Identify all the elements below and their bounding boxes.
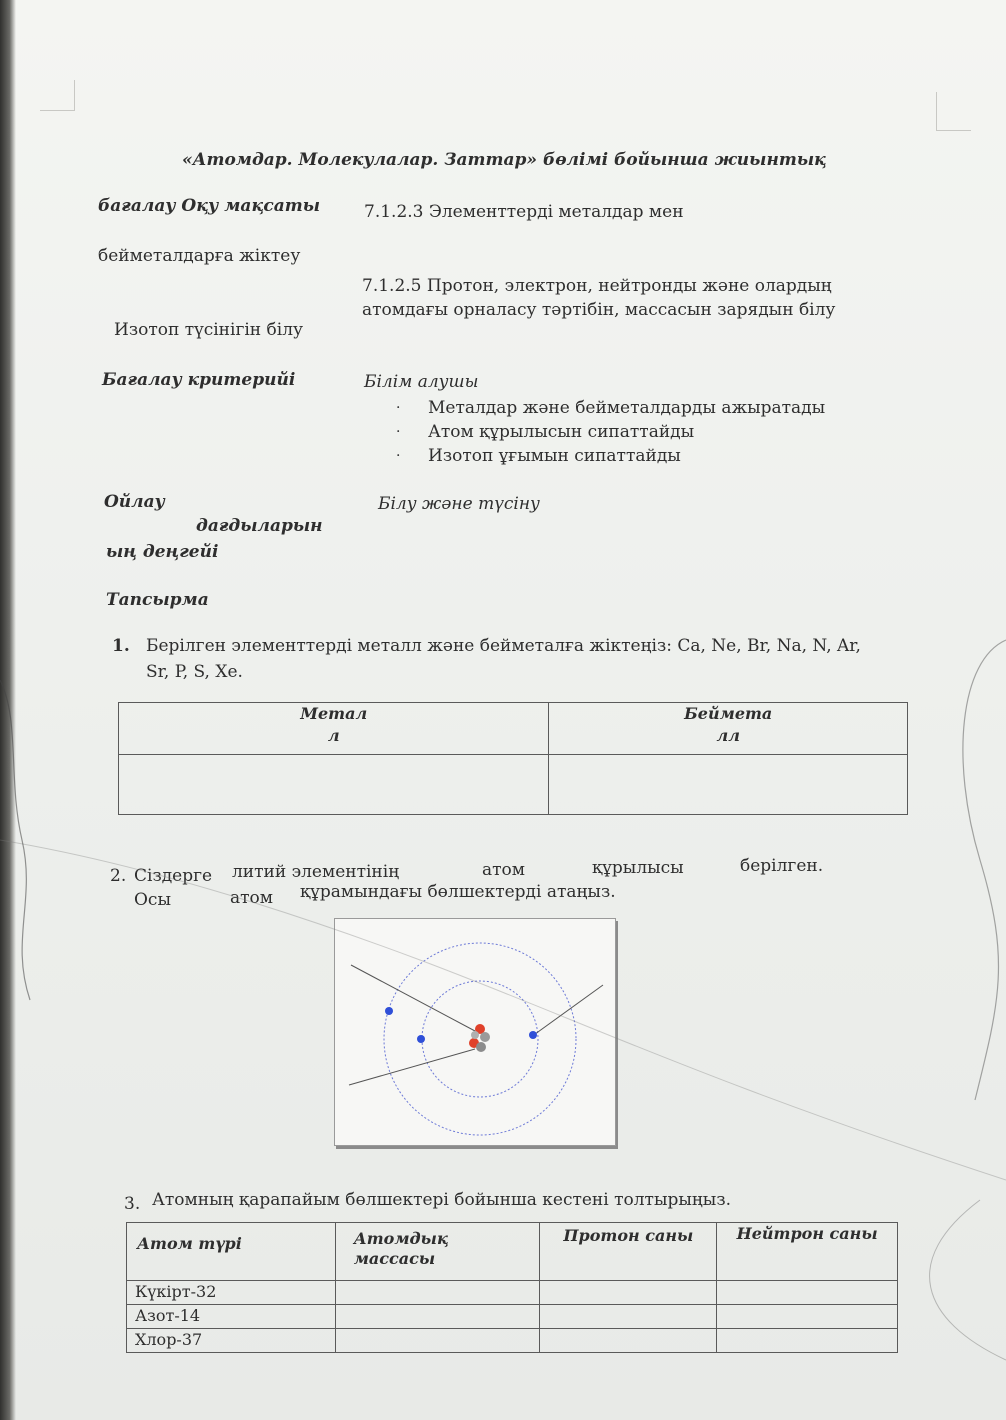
q1-header-metal-line1: Метал	[300, 704, 368, 723]
q3-header-neutrons	[717, 1223, 898, 1281]
lithium-atom-model-icon	[335, 919, 615, 1145]
bullet-3: ·	[396, 448, 401, 464]
q2-word-4: құрылысы	[592, 858, 684, 878]
q3-header-atom-type	[127, 1223, 336, 1281]
thinking-value: Білу және түсіну	[378, 494, 540, 514]
q3-row-3-protons[interactable]	[540, 1329, 717, 1353]
q3-row-1-neutrons[interactable]	[717, 1281, 898, 1305]
q3-row-3-neutrons[interactable]	[717, 1329, 898, 1353]
q3-header-neutrons-label: Нейтрон саны	[736, 1224, 878, 1243]
thinking-label-3: ың деңгейі	[106, 542, 219, 562]
q3-header-mass-line2: массасы	[353, 1249, 436, 1268]
q1-header-nonmetal	[549, 703, 908, 755]
q1-header-metal	[119, 703, 549, 755]
corner-mark-top-left	[40, 80, 75, 111]
nucleus-neutron-3	[471, 1031, 479, 1039]
inner-orbit	[422, 981, 538, 1097]
q3-row-1-protons[interactable]	[540, 1281, 717, 1305]
bullet-2: ·	[396, 424, 401, 440]
nucleus-neutron-2	[476, 1042, 486, 1052]
lithium-atom-diagram	[334, 918, 616, 1146]
q3-header-protons-label: Протон саны	[563, 1226, 694, 1245]
q1-answer-metal-cell[interactable]	[119, 755, 549, 815]
objective-2-continuation: Изотоп түсінігін білу	[114, 320, 303, 340]
objective-1: 7.1.2.3 Элементтерді металдар мен	[364, 202, 684, 222]
q3-row-3-label: Хлор-37	[135, 1330, 203, 1349]
q3-row-3-atom	[127, 1329, 336, 1353]
q2-number: 2.	[110, 866, 127, 886]
q1-number: 1.	[112, 636, 130, 656]
q2-word-6: Осы	[134, 890, 171, 910]
q3-row-1-label: Күкірт-32	[135, 1282, 217, 1301]
q3-row-3-mass[interactable]	[335, 1329, 540, 1353]
q1-header-nonmetal-line2: лл	[716, 726, 740, 745]
objective-1-continuation: бейметалдарға жіктеу	[98, 246, 301, 266]
q2-word-2: литий элементінің	[232, 862, 400, 882]
q3-number: 3.	[124, 1194, 141, 1214]
electron-1	[385, 1007, 393, 1015]
pointer-line-2	[349, 1049, 475, 1085]
page-title: «Атомдар. Молекулалар. Заттар» бөлімі бойынша жиынтық	[182, 150, 827, 170]
criteria-item-2: Атом құрылысын сипаттайды	[428, 422, 695, 442]
objective-2-line2: атомдағы орналасу тәртібін, массасын зарядын білу	[362, 300, 836, 320]
q3-text: Атомның қарапайым бөлшектері бойынша кестені толтырыңыз.	[152, 1190, 731, 1210]
electron-3	[529, 1031, 537, 1039]
objectives-label: бағалау Оқу мақсаты	[98, 196, 321, 216]
task-label: Тапсырма	[106, 590, 209, 610]
q1-table	[118, 702, 908, 815]
page-shadow-edge	[0, 0, 16, 1420]
criteria-item-1: Металдар және бейметалдарды ажыратады	[428, 398, 826, 418]
pointer-line-1	[351, 965, 475, 1031]
q3-row-2-label: Азот-14	[135, 1306, 201, 1325]
electron-2	[417, 1035, 425, 1043]
q2-word-3: атом	[482, 860, 525, 880]
q3-row-2-protons[interactable]	[540, 1305, 717, 1329]
q3-row-1-atom	[127, 1281, 336, 1305]
q3-header-mass-line1: Атомдық	[353, 1229, 449, 1248]
q3-header-atom-type-label: Атом түрі	[137, 1234, 242, 1253]
nucleus-neutron-1	[480, 1032, 490, 1042]
thinking-label-2: дағдыларын	[196, 516, 323, 536]
q1-text-line2: Sr, P, S, Xe.	[146, 662, 243, 682]
q3-header-protons	[540, 1223, 717, 1281]
q1-text-line1: Берілген элементтерді металл және бейметалға жіктеңіз: Ca, Ne, Br, Na, N, Ar,	[146, 636, 861, 656]
outer-orbit	[384, 943, 576, 1135]
criteria-intro: Білім алушы	[364, 372, 479, 392]
q3-table	[126, 1222, 898, 1353]
q1-header-metal-line2: л	[327, 726, 340, 745]
q2-word-1: Сіздерге	[134, 866, 213, 886]
q3-row-1-mass[interactable]	[335, 1281, 540, 1305]
q3-row-2-neutrons[interactable]	[717, 1305, 898, 1329]
criteria-label: Бағалау критерийі	[102, 370, 296, 390]
q2-word-5: берілген.	[740, 856, 824, 876]
q3-row-2-atom	[127, 1305, 336, 1329]
thinking-label-1: Ойлау	[104, 492, 165, 512]
q2-word-7: атом	[230, 888, 273, 908]
q2-word-8: құрамындағы бөлшектерді атаңыз.	[300, 882, 616, 902]
q1-header-nonmetal-line1: Беймета	[684, 704, 773, 723]
q3-row-2-mass[interactable]	[335, 1305, 540, 1329]
corner-mark-top-right	[936, 92, 971, 131]
criteria-item-3: Изотоп ұғымын сипаттайды	[428, 446, 681, 466]
pointer-line-3	[531, 985, 603, 1037]
q3-header-mass	[335, 1223, 540, 1281]
q1-answer-nonmetal-cell[interactable]	[549, 755, 908, 815]
bullet-1: ·	[396, 400, 401, 416]
objective-2-line1: 7.1.2.5 Протон, электрон, нейтронды және олардың	[362, 276, 832, 296]
